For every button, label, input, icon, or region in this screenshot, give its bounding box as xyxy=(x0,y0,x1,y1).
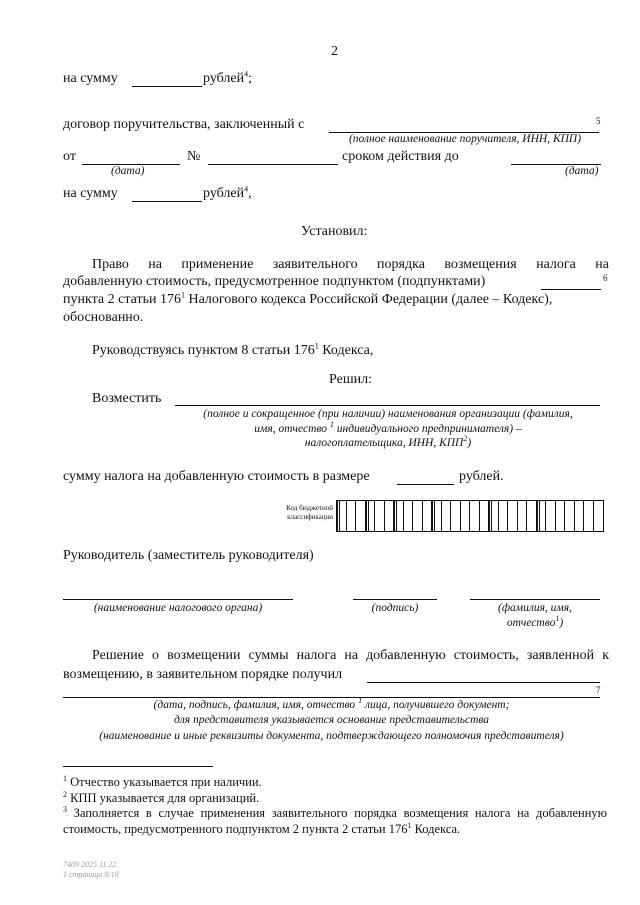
amount-label-2: на сумму xyxy=(63,186,118,201)
from-label: от xyxy=(63,149,76,164)
signature-field[interactable] xyxy=(353,599,437,600)
footnote-ref-7: 7 xyxy=(596,685,601,695)
subparagraph-field[interactable] xyxy=(541,289,601,290)
vat-amount-field[interactable] xyxy=(397,484,454,485)
page-number: 2 xyxy=(331,44,338,59)
full-name-field[interactable] xyxy=(470,599,600,600)
para1-line2: добавленную стоимость, предусмотренное подпунктом (подпунктами) xyxy=(63,274,486,289)
vat-rubles-label: рублей. xyxy=(459,469,504,484)
amount-field-2[interactable] xyxy=(132,201,202,202)
footnote-3-line1: $^3$ Заполняется в случае применения заявительного порядка возмещения налога на добавленную xyxy=(63,804,607,820)
footnote-divider xyxy=(63,766,213,767)
para1-line1: Право на применение заявительного порядка возмещения налога на xyxy=(92,257,609,272)
guarantor-caption: (полное наименование поручителя, ИНН, КПП) xyxy=(348,133,582,145)
tax-authority-field[interactable] xyxy=(63,599,293,600)
signature-caption: (подпись) xyxy=(371,602,419,614)
amount-label: на сумму xyxy=(63,71,118,86)
amount-field-1[interactable] xyxy=(132,86,202,87)
taxpayer-caption-2: имя, отчество $^1$ индивидуального предпринимателя) – xyxy=(254,420,522,435)
received-line2: возмещению, в заявительном порядке получил xyxy=(63,667,343,682)
received-caption-2: для представителя указывается основание представительства xyxy=(173,714,490,726)
taxpayer-caption-3: налогоплательщика, ИНН, КПП$^2$) xyxy=(304,434,472,449)
received-caption-3: (наименование и иные реквизиты документа, подтверждающего полномочия представителя) xyxy=(99,730,564,742)
guided-text: Руководствуясь пунктом 8 статьи $176^1$ Кодекса, xyxy=(92,341,374,358)
footnote-ref-6: 6 xyxy=(603,273,608,283)
vat-amount-label: сумму налога на добавленную стоимость в размере xyxy=(63,469,370,484)
full-name-caption-1: (фамилия, имя, xyxy=(497,602,572,614)
decided-heading: Решил: xyxy=(329,372,372,387)
para1-line4: обоснованно. xyxy=(63,310,144,325)
footnote-3-line2: стоимость, предусмотренного подпунктом 2 пункта 2 статьи $176^1$ Кодекса. xyxy=(63,820,461,836)
rubles-label-2: рублей$^4$, xyxy=(203,184,252,201)
guarantee-label: договор поручительства, заключенный с xyxy=(63,117,305,132)
received-field-2[interactable] xyxy=(63,697,600,698)
footnote-2: $^2$ КПП указывается для организаций. xyxy=(63,789,260,805)
taxpayer-field[interactable] xyxy=(175,405,600,406)
head-label: Руководитель (заместитель руководителя) xyxy=(63,548,314,563)
number-sign: № xyxy=(187,149,201,164)
kbk-label: Код бюджетной классификации xyxy=(286,504,333,521)
tax-authority-caption: (наименование налогового органа) xyxy=(93,602,263,614)
document-stamp: 7409 2025 11 22 1 страница 8/10 xyxy=(63,860,119,879)
received-field-1[interactable] xyxy=(367,682,600,683)
footnote-1: $^1$ Отчество указывается при наличии. xyxy=(63,773,262,789)
kbk-cells[interactable] xyxy=(336,500,604,532)
received-caption-1: (дата, подпись, фамилия, имя, отчество $^1$ лица, получившего документ; xyxy=(153,696,510,711)
received-line1: Решение о возмещении суммы налога на добавленную стоимость, заявленной к xyxy=(92,648,609,663)
reimburse-label: Возместить xyxy=(92,391,162,406)
term-label: сроком действия до xyxy=(342,149,459,164)
rubles-label: рублей$^4$; xyxy=(203,69,252,86)
number-field[interactable] xyxy=(208,164,338,165)
full-name-caption-2: отчество$^1$) xyxy=(506,614,564,629)
date-caption-1: (дата) xyxy=(111,165,145,177)
para1-line3: пункта 2 статьи $176^1$ Налогового кодекса Российской Федерации (далее – Кодекс), xyxy=(63,290,553,307)
established-heading: Установил: xyxy=(301,224,368,239)
footnote-ref-5: 5 xyxy=(596,116,601,126)
date-caption-2: (дата) xyxy=(565,165,599,177)
taxpayer-caption-1: (полное и сокращенное (при наличии) наименования организации (фамилия, xyxy=(203,408,573,420)
